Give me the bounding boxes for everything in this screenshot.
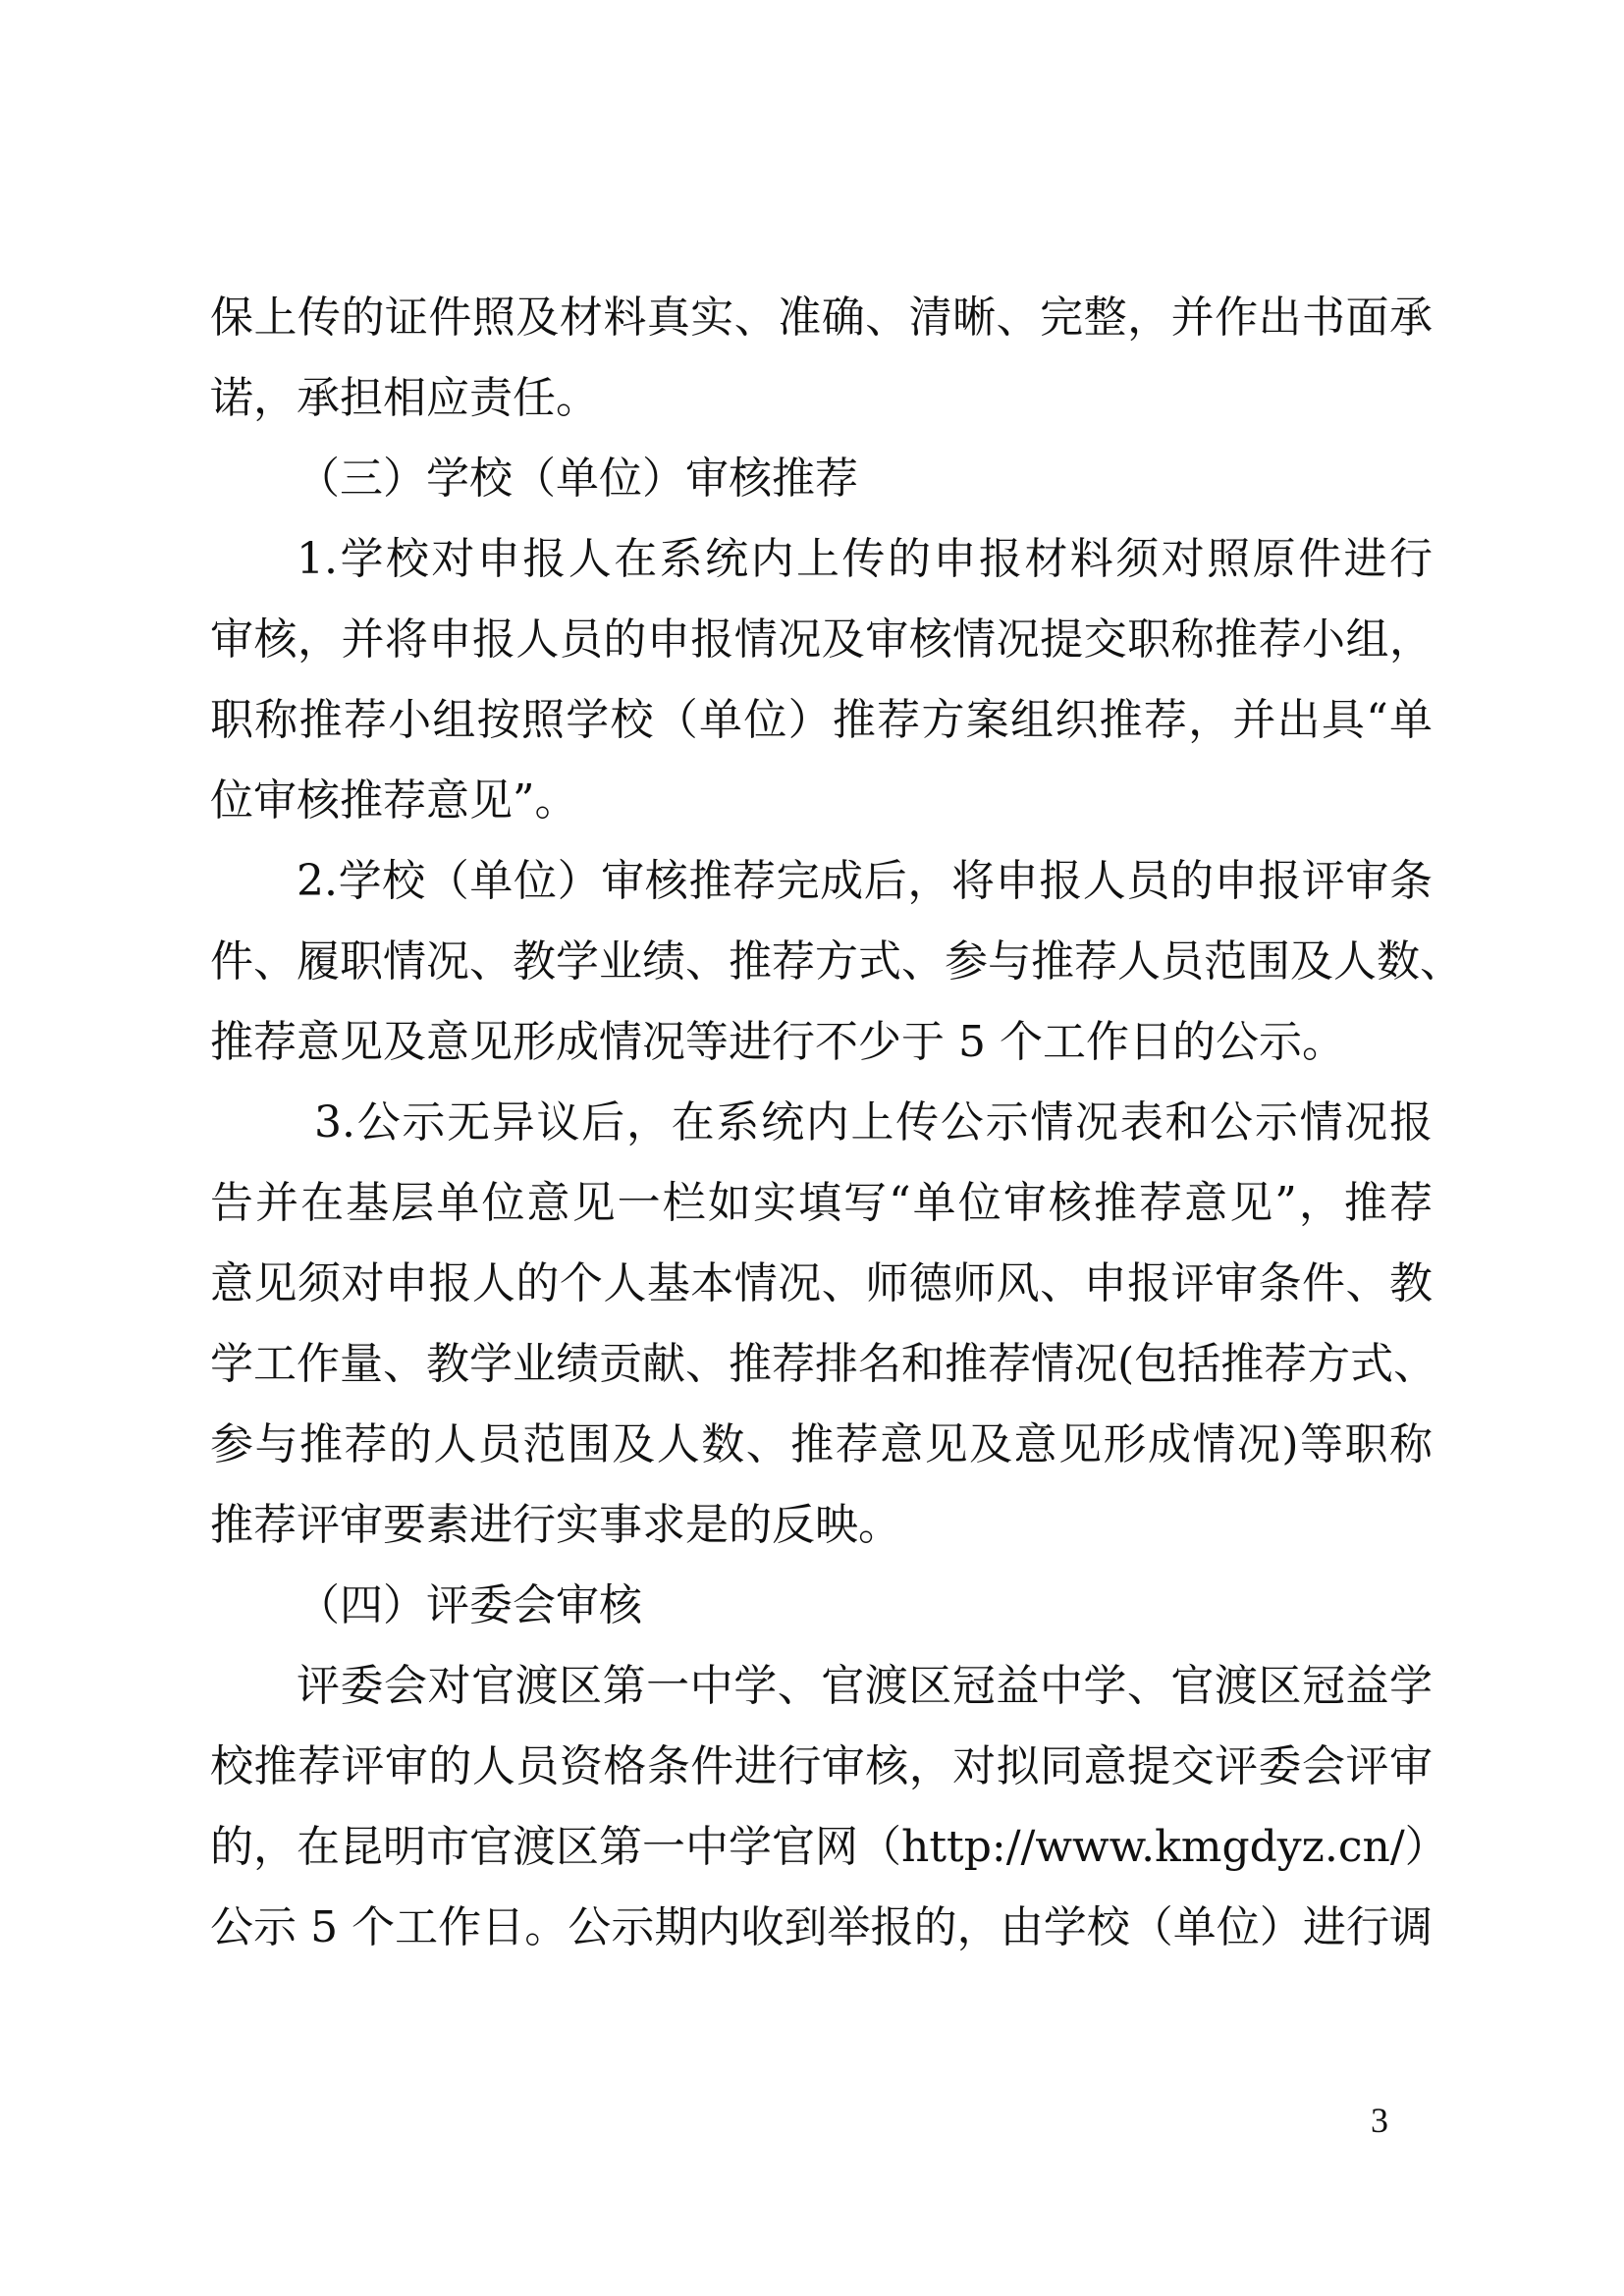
section-heading-4: （四）评委会审核: [297, 1580, 642, 1630]
paragraph-line: 位审核推荐意见”。: [210, 775, 578, 826]
section-heading-3: （三）学校（单位）审核推荐: [297, 454, 858, 504]
page-number: 3: [1371, 2101, 1388, 2140]
paragraph-line: 学工作量、教学业绩贡献、推荐排名和推荐情况(包括推荐方式、: [210, 1339, 1437, 1389]
document-body: [210, 293, 1463, 1985]
paragraph-line: 评委会对官渡区第一中学、官渡区冠益中学、官渡区冠益学: [297, 1661, 1433, 1711]
paragraph-line: 推荐评审要素进行实事求是的反映。: [210, 1500, 901, 1550]
paragraph-line: 参与推荐的人员范围及人数、推荐意见及意见形成情况)等职称: [210, 1419, 1433, 1469]
paragraph-line: 审核，并将申报人员的申报情况及审核情况提交职称推荐小组，: [210, 614, 1433, 665]
paragraph-line: 职称推荐小组按照学校（单位）推荐方案组织推荐，并出具“单: [210, 695, 1433, 745]
paragraph-line: 1.学校对申报人在系统内上传的申报材料须对照原件进行: [297, 534, 1433, 584]
paragraph-line: 3.公示无异议后，在系统内上传公示情况表和公示情况报: [314, 1097, 1433, 1148]
paragraph-line: 公示 5 个工作日。公示期内收到举报的，由学校（单位）进行调: [210, 1902, 1433, 1952]
paragraph-line: 诺，承担相应责任。: [210, 373, 599, 423]
paragraph-line: 2.学校（单位）审核推荐完成后，将申报人员的申报评审条: [297, 856, 1433, 906]
paragraph-line: 告并在基层单位意见一栏如实填写“单位审核推荐意见”，推荐: [210, 1178, 1433, 1228]
paragraph-line: 推荐意见及意见形成情况等进行不少于 5 个工作日的公示。: [210, 1017, 1345, 1067]
paragraph-line: 校推荐评审的人员资格条件进行审核，对拟同意提交评委会评审: [210, 1741, 1433, 1791]
paragraph-line: 件、履职情况、教学业绩、推荐方式、参与推荐人员范围及人数、: [210, 936, 1463, 987]
paragraph-line: 保上传的证件照及材料真实、准确、清晰、完整，并作出书面承: [210, 293, 1433, 343]
paragraph-line: 意见须对申报人的个人基本情况、师德师风、申报评审条件、教: [210, 1258, 1433, 1308]
paragraph-line: 的，在昆明市官渡区第一中学官网（http://www.kmgdyz.cn/）: [210, 1822, 1448, 1872]
